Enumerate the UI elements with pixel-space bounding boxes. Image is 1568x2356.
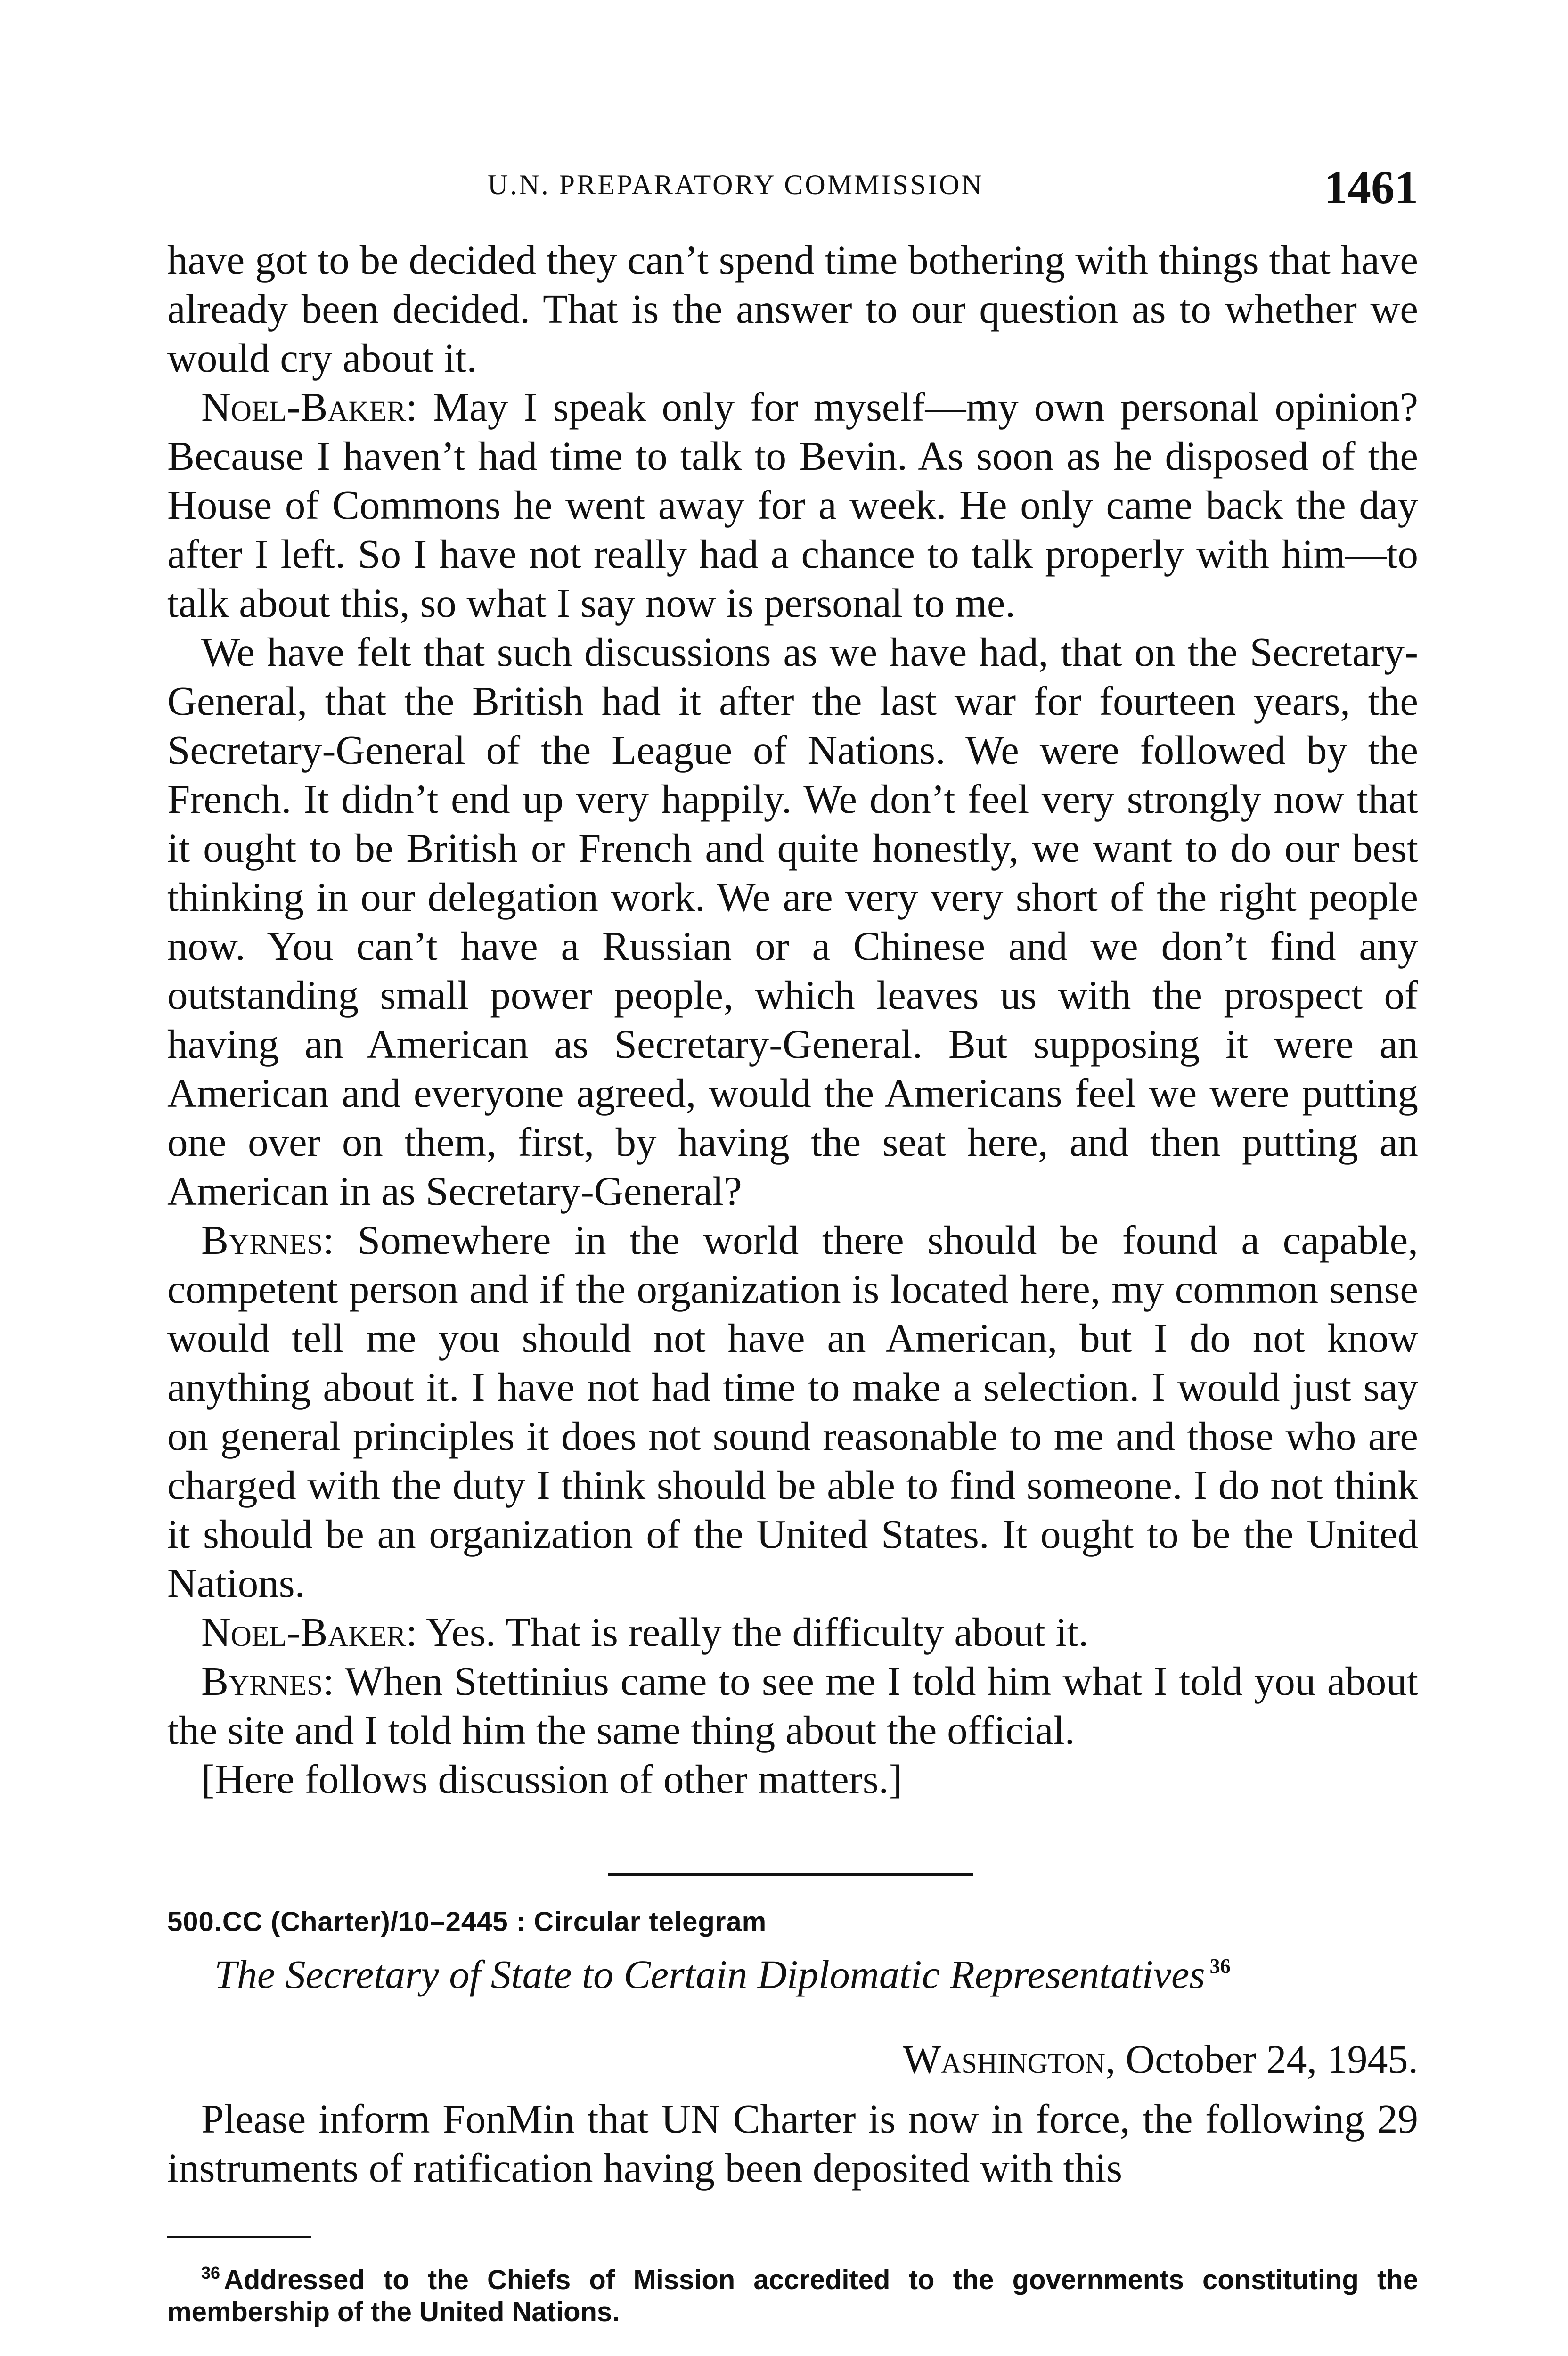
document-title-text: The Secretary of State to Certain Diplomatic Representatives: [214, 1952, 1205, 1997]
speaker-name: Byrnes: [201, 1658, 323, 1704]
speaker-name: Noel-Baker: [201, 1609, 406, 1655]
document-title: [214, 1951, 1231, 1998]
paragraph-text: [Here follows discussion of other matters.]: [201, 1756, 903, 1802]
paragraph: [167, 236, 1418, 383]
paragraph: [167, 2094, 1418, 2192]
paragraph: [167, 1657, 1418, 1755]
dateline: [903, 2036, 1418, 2083]
paragraph-text: Please inform FonMin that UN Charter is now in force, the following 29 instruments of ratification having been deposited with this: [167, 2096, 1418, 2191]
dateline-place: Washington: [902, 2037, 1106, 2082]
page-number: 1461: [1324, 161, 1418, 213]
paragraph-text: : May I speak only for myself—my own personal opinion? Because I haven’t had time to talk to Bevin. As soon as he disposed of the House of Commons he went away for a week. He only came back the day after I left. So I have not really had a chance to talk properly with him—to talk about this, so what I say now is personal to me.: [167, 384, 1418, 626]
running-head: [167, 160, 1418, 212]
running-head-title: U.N. PREPARATORY COMMISSION: [488, 169, 984, 200]
document-reference: 500.CC (Charter)/10–2445 : Circular telegram: [167, 1906, 767, 1937]
speaker-name: Byrnes: [201, 1217, 323, 1263]
paragraph: [167, 383, 1418, 628]
conversation-body: [167, 236, 1418, 1804]
editorial-note: [167, 1755, 1418, 1804]
paragraph: [167, 1216, 1418, 1608]
footnote: [167, 2257, 1418, 2328]
paragraph-text: : Yes. That is really the difficulty about it.: [406, 1609, 1089, 1655]
footnote-number: 36: [201, 2263, 220, 2282]
footnote-text: Addressed to the Chiefs of Mission accredited to the governments constituting the membership of the United Nations.: [167, 2265, 1418, 2327]
paragraph-text: have got to be decided they can’t spend time bothering with things that have already been decided. That is the answer to our question as to whether we would cry about it.: [167, 237, 1418, 381]
dateline-date: , October 24, 1945.: [1105, 2037, 1418, 2082]
paragraph-text: : Somewhere in the world there should be found a capable, competent person and if the organization is located here, my common sense would tell me you should not have an American, but I do not know anything about it. I have not had time to make a selection. I would just say on general principles it does not sound reasonable to me and those who are charged with the duty I think should be able to find someone. I do not think it should be an organization of the United States. It ought to be the United Nations.: [167, 1217, 1418, 1606]
paragraph: [167, 628, 1418, 1216]
footnote-marker: 36: [1209, 1955, 1231, 1978]
paragraph-text: : When Stettinius came to see me I told him what I told you about the site and I told him the same thing about the official.: [167, 1658, 1418, 1753]
telegram-body: [167, 2094, 1418, 2192]
paragraph-text: We have felt that such discussions as we have had, that on the Secretary-General, that the British had it after the last war for fourteen years, the Secretary-General of the League of Nations. We were followed by the French. It didn’t end up very happily. We don’t feel very strongly now that it ought to be British or French and quite honestly, we want to do our best thinking in our delegation work. We are very very short of the right people now. You can’t have a Russian or a Chinese and we don’t find any outstanding small power people, which leaves us with the prospect of having an American as Secretary-General. But supposing it were an American and everyone agreed, would the Americans feel we were putting one over on them, first, by having the seat here, and then putting an American in as Secretary-General?: [167, 629, 1418, 1214]
speaker-name: Noel-Baker: [201, 384, 406, 430]
footnote-divider: [167, 2236, 311, 2238]
paragraph: [167, 1608, 1418, 1657]
section-divider: [608, 1873, 973, 1876]
